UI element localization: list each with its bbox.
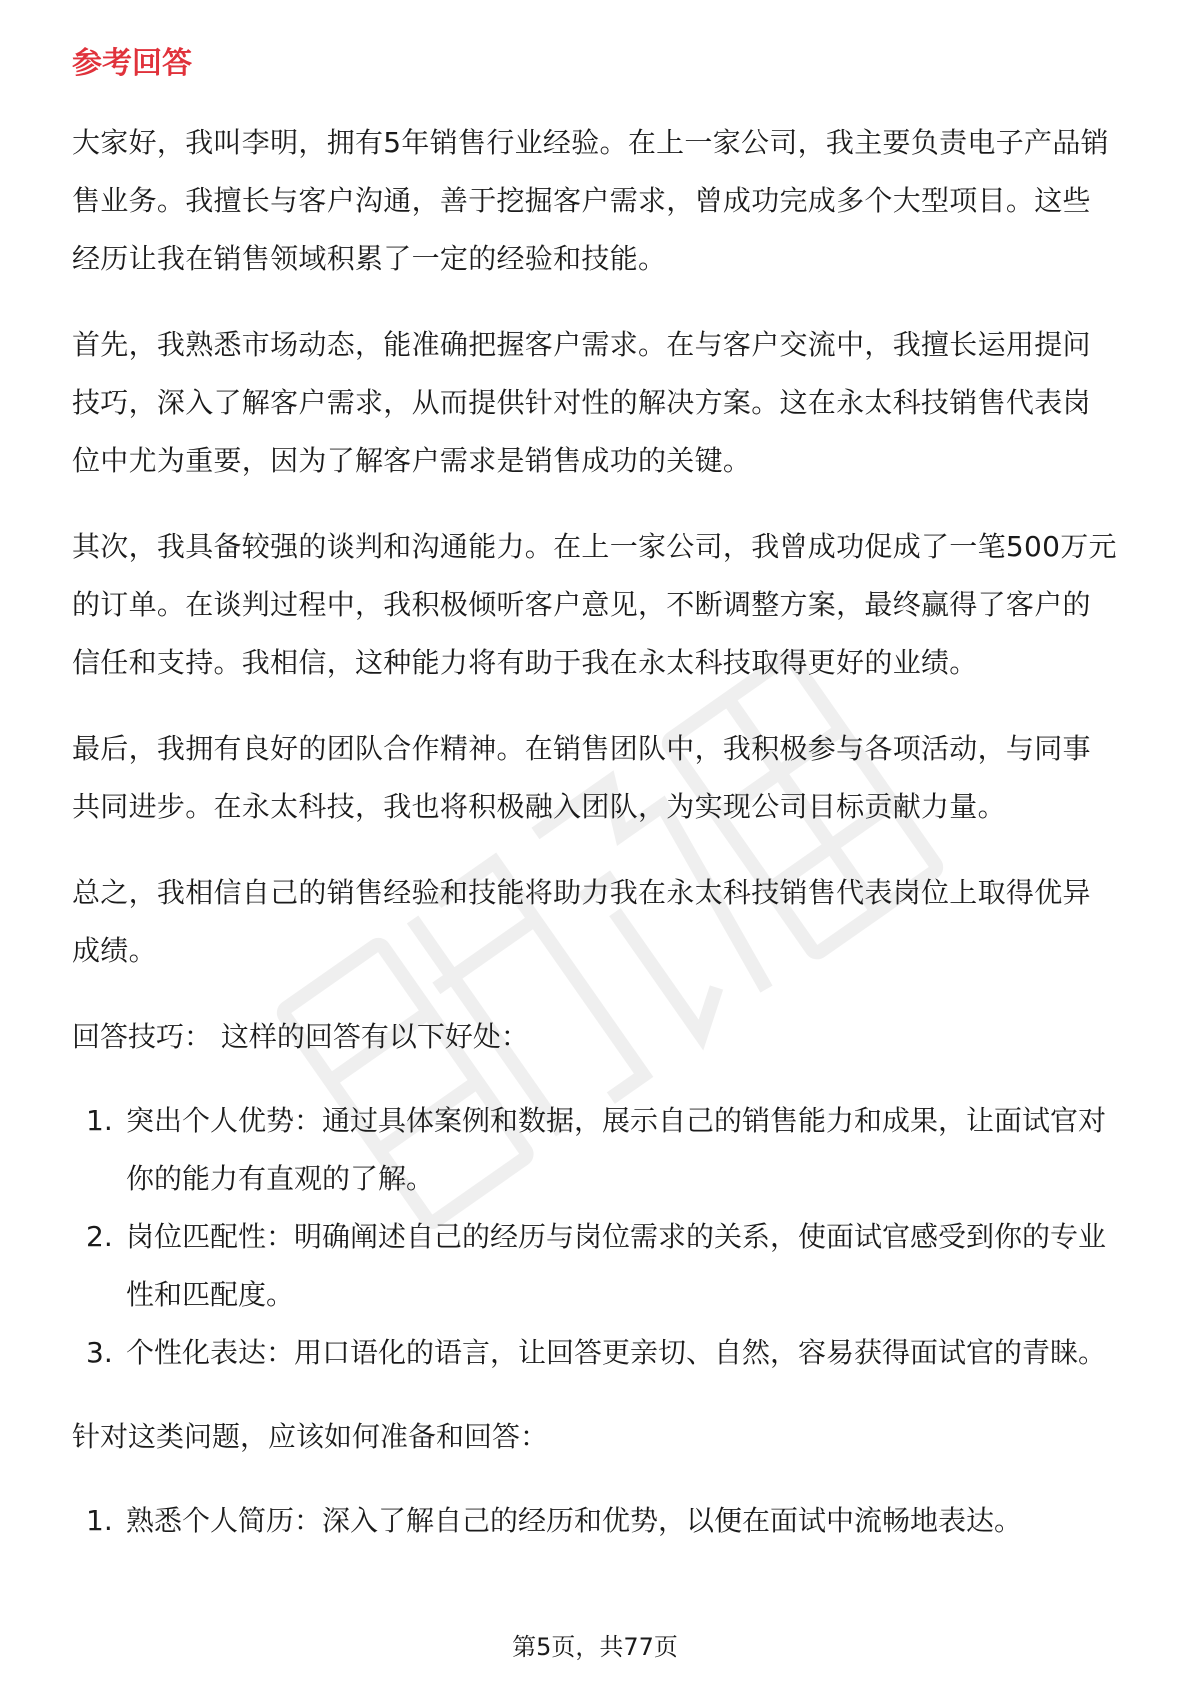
prep-list [72, 1492, 1118, 1550]
answer-paragraph-3: 其次，我具备较强的谈判和沟通能力。在上一家公司，我曾成功促成了一笔500万元的订单。在谈判过程中，我积极倾听客户意见，不断调整方案，最终赢得了客户的信任和支持。我相信，这种能力将有助于我在永太科技取得更好的业绩。 [72, 530, 1117, 679]
list-item [72, 1208, 1118, 1324]
list-number: 1. [86, 1104, 113, 1137]
list-number: 3. [86, 1336, 113, 1369]
content-area [72, 44, 1118, 1576]
list-text: 熟悉个人简历：深入了解自己的经历和优势，以便在面试中流畅地表达。 [126, 1504, 1023, 1537]
list-item [72, 1324, 1118, 1382]
page-number-footer: 第5页，共77页 [512, 1633, 678, 1661]
tips-heading: 回答技巧： 这样的回答有以下好处： [72, 1020, 529, 1053]
answer-paragraph-2: 首先，我熟悉市场动态，能准确把握客户需求。在与客户交流中，我擅长运用提问技巧，深入了解客户需求，从而提供针对性的解决方案。这在永太科技销售代表岗位中尤为重要，因为了解客户需求是销售成功的关键。 [72, 328, 1091, 477]
answer-paragraph-5: 总之，我相信自己的销售经验和技能将助力我在永太科技销售代表岗位上取得优异成绩。 [72, 876, 1091, 967]
list-text: 岗位匹配性：明确阐述自己的经历与岗位需求的关系，使面试官感受到你的专业性和匹配度。 [126, 1220, 1107, 1311]
list-number: 1. [86, 1504, 113, 1537]
prep-heading: 针对这类问题，应该如何准备和回答： [72, 1420, 549, 1453]
list-text: 突出个人优势：通过具体案例和数据，展示自己的销售能力和成果，让面试官对你的能力有直观的了解。 [126, 1104, 1107, 1195]
answer-paragraph-1: 大家好，我叫李明，拥有5年销售行业经验。在上一家公司，我主要负责电子产品销售业务。我擅长与客户沟通，善于挖掘客户需求，曾成功完成多个大型项目。这些经历让我在销售领域积累了一定的经验和技能。 [72, 126, 1109, 275]
list-item [72, 1092, 1118, 1208]
list-text: 个性化表达：用口语化的语言，让回答更亲切、自然，容易获得面试官的青睐。 [126, 1336, 1107, 1369]
tips-list [72, 1092, 1118, 1382]
list-number: 2. [86, 1220, 113, 1253]
list-item [72, 1492, 1118, 1550]
answer-paragraph-4: 最后，我拥有良好的团队合作精神。在销售团队中，我积极参与各项活动，与同事共同进步。在永太科技，我也将积极融入团队，为实现公司目标贡献力量。 [72, 732, 1091, 823]
section-heading: 参考回答 [72, 46, 192, 81]
